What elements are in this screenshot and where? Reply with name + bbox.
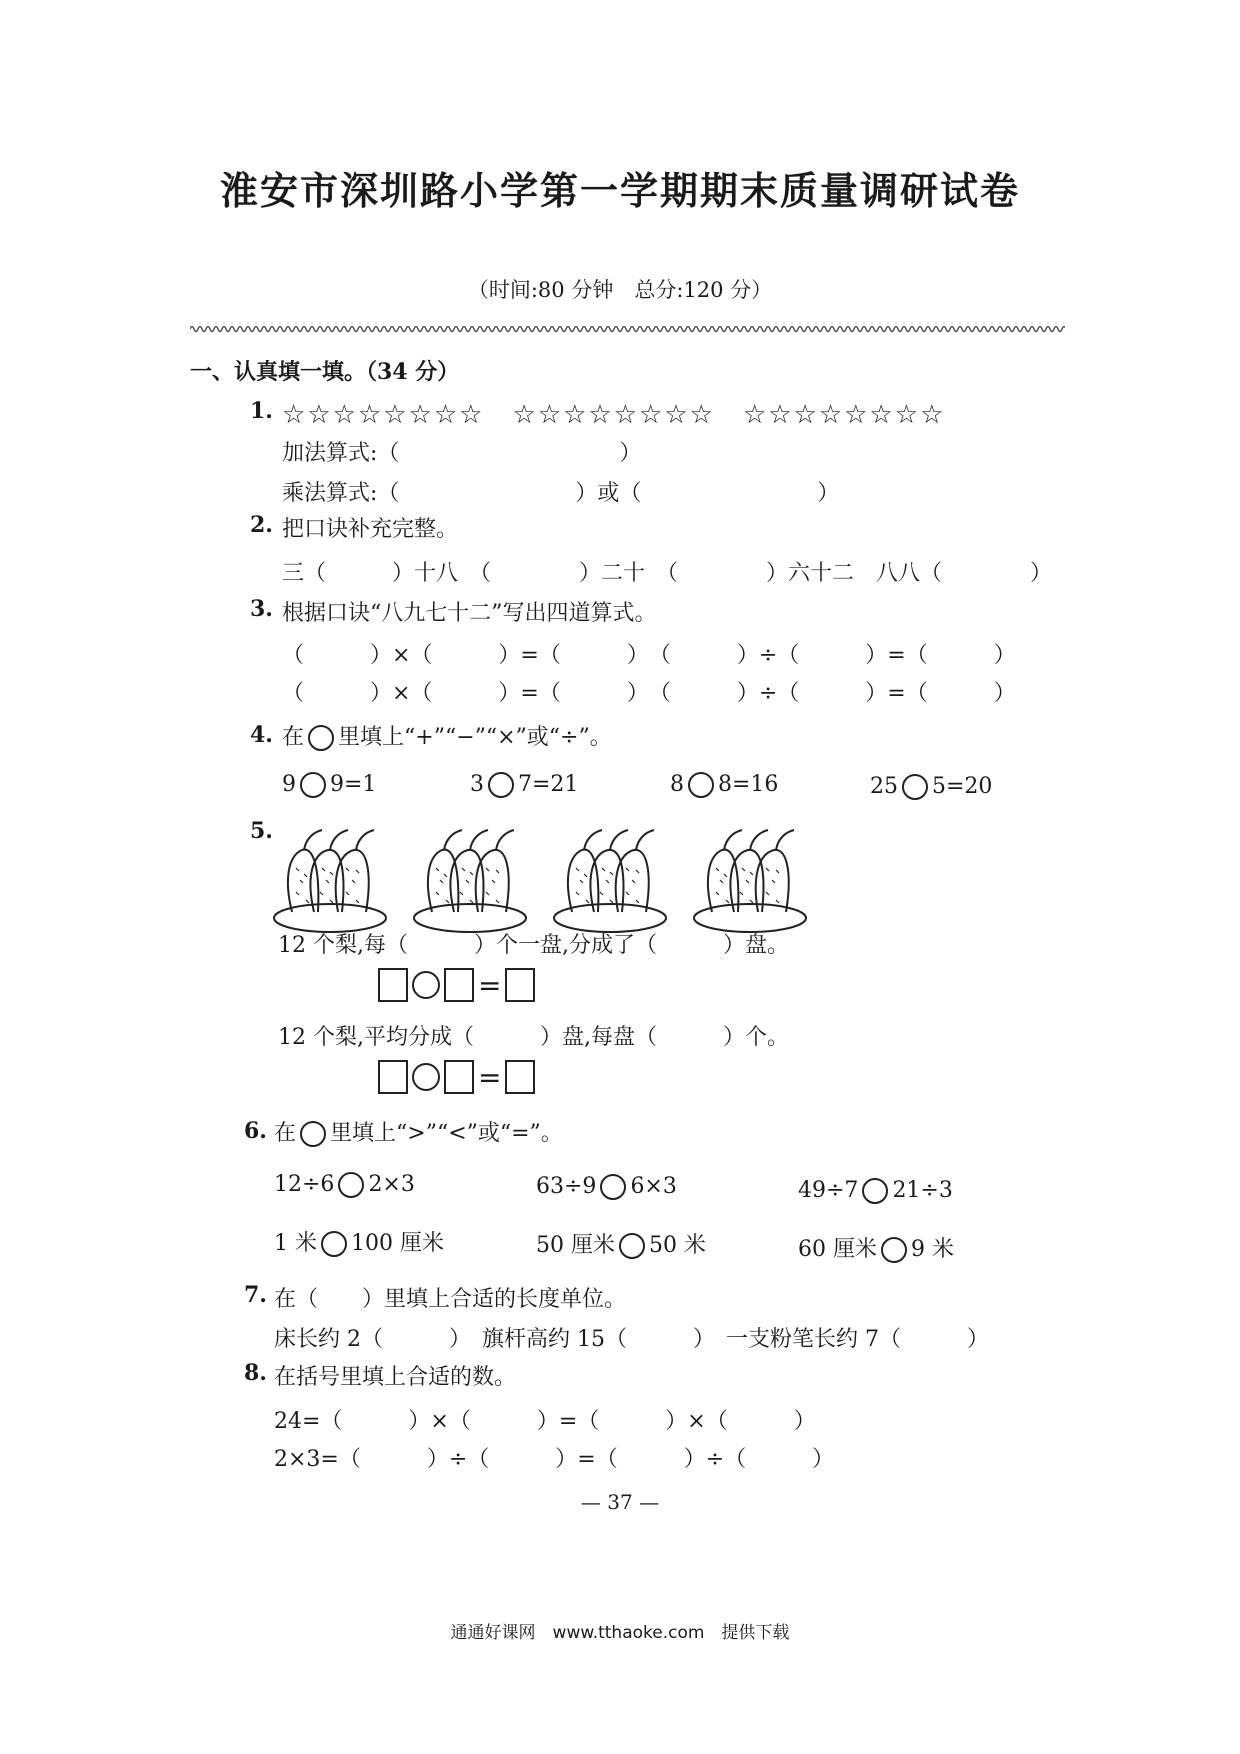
answer-circle[interactable] — [902, 774, 928, 800]
q4-prompt-b: 里填上“+”“−”“×”或“÷”。 — [338, 725, 612, 750]
q4-item-2: 3 7=21 — [470, 772, 579, 797]
footer-credit: 通通好课网 www.tthaoke.com 提供下载 — [450, 1623, 790, 1643]
q3-line-2: （ ）×（ ）=（ ） （ ）÷（ ）=（ ） — [282, 681, 1016, 706]
circle-icon — [308, 725, 334, 751]
exam-subtitle: （时间:80 分钟 总分:120 分） — [467, 278, 773, 302]
answer-box[interactable] — [378, 1060, 408, 1094]
equals-sign: = — [478, 968, 502, 1002]
q2-prompt: 把口诀补充完整。 — [282, 517, 459, 542]
q7-blanks: 床长约 2（ ） 旗杆高约 15（ ） 一支粉笔长约 7（ ） — [274, 1327, 989, 1352]
answer-circle[interactable] — [321, 1231, 347, 1257]
q1-number: 1. — [250, 398, 273, 424]
q4-item-4: 25 5=20 — [870, 774, 993, 799]
q6-item-6: 60 厘米 9 米 — [798, 1237, 954, 1262]
q6-number: 6. — [244, 1118, 267, 1144]
q7-prompt: 在（ ）里填上合适的长度单位。 — [274, 1287, 627, 1312]
q8-number: 8. — [244, 1360, 267, 1386]
section-1-heading: 一、认真填一填。（34 分） — [190, 359, 460, 385]
answer-box[interactable] — [505, 968, 535, 1002]
q6-item-3: 49÷7 21÷3 — [798, 1178, 953, 1203]
q3-line-1: （ ）×（ ）=（ ） （ ）÷（ ）=（ ） — [282, 643, 1016, 668]
q5-equation-2 — [378, 1060, 535, 1094]
answer-box[interactable] — [505, 1060, 535, 1094]
answer-circle[interactable] — [862, 1178, 888, 1204]
exam-title: 淮安市深圳路小学第一学期期末质量调研试卷 — [219, 168, 1020, 213]
q8-line-2: 2×3=（ ）÷（ ）=（ ）÷（ ） — [274, 1447, 835, 1472]
pear-icon — [270, 820, 830, 940]
q4-item-3: 8 8=16 — [670, 772, 779, 797]
q4-prompt-a: 在 — [282, 725, 305, 750]
q1-addition-line: 加法算式:（ ） — [282, 441, 642, 466]
q1-multiplication-line: 乘法算式:（ ）或（ ） — [282, 481, 840, 506]
q6-item-5: 50 厘米 50 米 — [536, 1233, 706, 1258]
q8-line-1: 24=（ ）×（ ）=（ ）×（ ） — [274, 1409, 816, 1434]
answer-box[interactable] — [444, 1060, 474, 1094]
q3-prompt: 根据口诀“八九七十二”写出四道算式。 — [282, 601, 657, 626]
q6-prompt: 在 里填上“>”“<”或“=”。 — [274, 1121, 563, 1146]
q3-number: 3. — [250, 596, 273, 622]
answer-circle[interactable] — [600, 1174, 626, 1200]
q2-blanks: 三（ ）十八 （ ）二十 （ ）六十二 八八（ ） — [282, 561, 1053, 586]
equals-sign: = — [478, 1060, 502, 1094]
answer-circle[interactable] — [619, 1233, 645, 1259]
wavy-divider — [190, 322, 1065, 336]
operator-circle[interactable] — [412, 971, 440, 999]
q2-number: 2. — [250, 512, 273, 538]
q4-number: 4. — [250, 722, 273, 748]
answer-circle[interactable] — [688, 772, 714, 798]
answer-circle[interactable] — [881, 1237, 907, 1263]
q6-item-2: 63÷9 6×3 — [536, 1174, 677, 1199]
pear-plates-illustration — [270, 820, 830, 940]
answer-circle[interactable] — [338, 1172, 364, 1198]
q5-line-1: 12 个梨,每（ ）个一盘,分成了（ ）盘。 — [278, 933, 789, 958]
q4-item-1: 9 9=1 — [282, 772, 377, 797]
circle-icon — [300, 1121, 326, 1147]
q4-prompt — [282, 720, 612, 751]
answer-circle[interactable] — [488, 772, 514, 798]
answer-box[interactable] — [444, 968, 474, 1002]
page-number: — 37 — — [580, 1490, 660, 1514]
q7-number: 7. — [244, 1282, 267, 1308]
q8-prompt: 在括号里填上合适的数。 — [274, 1365, 517, 1390]
q1-stars: ☆☆☆☆☆☆☆☆ ☆☆☆☆☆☆☆☆ ☆☆☆☆☆☆☆☆ — [282, 400, 946, 430]
q5-number: 5. — [250, 818, 273, 844]
q5-line-2: 12 个梨,平均分成（ ）盘,每盘（ ）个。 — [278, 1025, 789, 1050]
q5-equation-1 — [378, 968, 535, 1002]
q6-item-1: 12÷6 2×3 — [274, 1172, 415, 1197]
answer-box[interactable] — [378, 968, 408, 1002]
answer-circle[interactable] — [300, 772, 326, 798]
operator-circle[interactable] — [412, 1063, 440, 1091]
q6-item-4: 1 米 100 厘米 — [274, 1231, 444, 1256]
